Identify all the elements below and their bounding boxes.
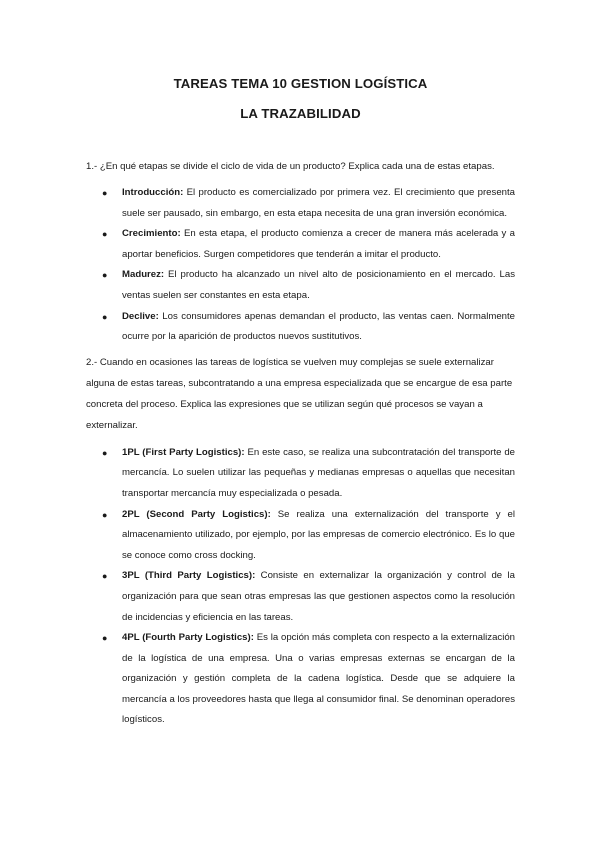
bullet-icon: ● [102,571,108,582]
list-item [102,224,515,265]
logistics-description: Consiste en externalizar la organización y control de la organización para que sean otras empresas las que gestionen aspectos como la resolución de incidencias y eficiencia en las tareas. [122,570,515,623]
stage-term: Crecimiento: [122,228,181,240]
list-item [102,443,515,505]
logistics-description: En este caso, se realiza una subcontratación del transporte de mercancía. Lo suelen utilizar las pequeñas y medianas empresas o aquellas que necesitan transportar mercancía muy especializada o pesada. [122,446,515,499]
stage-term: Declive: [122,310,159,322]
list-item [102,505,515,567]
list-item [102,265,515,306]
stage-description: El producto ha alcanzado un nivel alto de posicionamiento en el mercado. Las ventas suelen ser constantes en esta etapa. [122,269,515,301]
list-item [102,307,515,348]
list-item [102,628,516,731]
document-title: TAREAS TEMA 10 GESTION LOGÍSTICA [173,76,428,91]
logistics-description: Es la opción más completa con respecto a la externalización de la logística de una empresa. Una o varias empresas externas se encargan de la organización y gestión completa de la cadena logística. Desde que se adquiere la mercancía a los proveedores hasta que llega al consumidor final. Se denominan operadores logísticos. [122,632,516,726]
logistics-term: 1PL (First Party Logistics): [122,446,245,458]
bullet-icon: ● [102,311,108,322]
logistics-description: Se realiza una externalización del transporte y el almacenamiento utilizado, por ejemplo, por las empresas de comercio electrónico. Es lo que se conoce como cross docking. [122,508,515,561]
stage-term: Madurez: [122,269,165,281]
bullet-icon: ● [102,633,108,644]
bullet-icon: ● [102,509,108,520]
question-2: 2.- Cuando en ocasiones las tareas de logística se vuelven muy complejas se suele externalizar alguna de estas tareas, subcontratando a una empresa especializada que se encargue de esa parte concreta del proceso. Explica las expresiones que se utilizan según qué procesos se vayan a externalizar. [86,356,513,431]
stage-term: Introducción: [122,187,184,198]
bullet-icon: ● [102,188,108,198]
lifecycle-stages-list [86,183,515,348]
logistics-term: 2PL (Second Party Logistics): [122,508,271,520]
document-subtitle: LA TRAZABILIDAD [240,106,361,121]
logistics-term: 4PL (Fourth Party Logistics): [122,632,254,644]
bullet-icon: ● [102,229,108,240]
stage-description: El producto es comercializado por primera vez. El crecimiento que presenta suele ser pausado, sin embargo, en esta etapa necesita de una gran inversión económica. [122,187,515,219]
logistics-types-list [86,443,515,731]
logistics-term: 3PL (Third Party Logistics): [122,570,256,582]
list-item [102,566,515,628]
list-item [102,183,515,224]
stage-description: Los consumidores apenas demandan el producto, las ventas caen. Normalmente ocurre por la aparición de productos nuevos sustitutivos. [122,310,515,343]
stage-description: En esta etapa, el producto comienza a crecer de manera más acelerada y a aportar beneficios. Surgen competidores que tenderán a imitar el producto. [122,228,515,260]
bullet-icon: ● [102,447,108,458]
bullet-icon: ● [102,270,108,281]
question-1: 1.- ¿En qué etapas se divide el ciclo de vida de un producto? Explica cada una de estas etapas. [86,161,495,172]
